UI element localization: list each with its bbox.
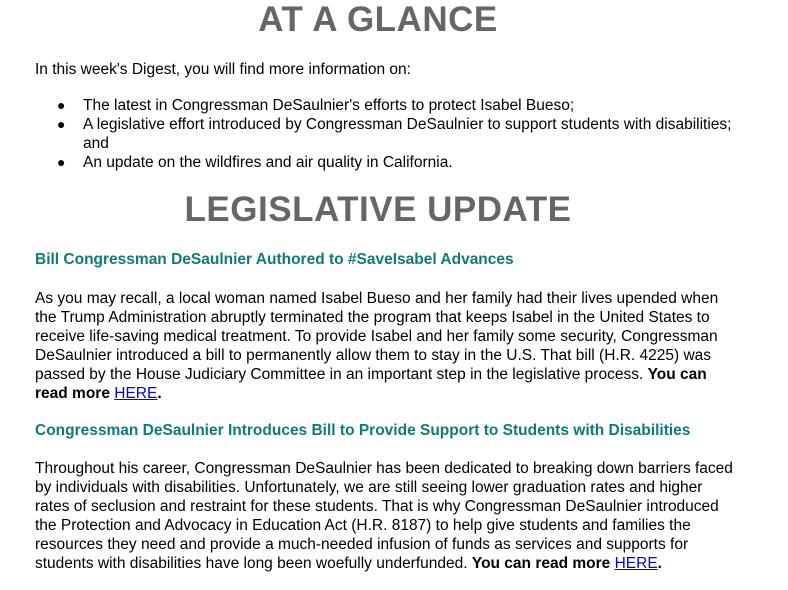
bullet-icon: ● <box>57 154 66 170</box>
read-more-link[interactable]: HERE <box>614 555 658 572</box>
article-body-disabilities: Throughout his career, Congressman DeSaulnier has been dedicated to breaking down barriers faced by individuals with disabilities. Unfortunately, we are still seeing lower graduation rates and higher rates of seclusion and restraint for these students. That is why Congressman DeSaulnier introduced the Protection and Advocacy in Education Act (H.R. 8187) to help give students and families the resources they need and provide a much-needed infusion of funds as services and supports for students with disabilities have long been woefully underfunded. You can read more HERE. <box>35 460 733 572</box>
legislative-update-heading: LEGISLATIVE UPDATE <box>184 190 572 229</box>
glance-bullet-list <box>35 96 735 172</box>
read-more-link[interactable]: HERE <box>114 385 158 402</box>
list-item: ● A legislative effort introduced by Congressman DeSaulnier to support students with disabilities; and <box>57 116 732 152</box>
read-more-label: You can read more <box>471 555 611 572</box>
article-title-saveisabel: Bill Congressman DeSaulnier Authored to #SaveIsabel Advances <box>35 251 514 268</box>
at-a-glance-heading: AT A GLANCE <box>258 0 498 39</box>
bullet-icon: ● <box>57 97 66 113</box>
article-title-disabilities: Congressman DeSaulnier Introduces Bill to Provide Support to Students with Disabilities <box>35 422 691 439</box>
intro-text: In this week's Digest, you will find more information on: <box>35 61 411 78</box>
read-more-label: You can read more <box>35 366 707 402</box>
list-item: ● An update on the wildfires and air quality in California. <box>57 154 453 171</box>
list-item: ● The latest in Congressman DeSaulnier's efforts to protect Isabel Bueso; <box>57 97 575 114</box>
bullet-icon: ● <box>57 116 66 132</box>
article-body-saveisabel: As you may recall, a local woman named Isabel Bueso and her family had their lives upended when the Trump Administration abruptly terminated the program that keeps Isabel in the United States to receive life-saving medical treatment. To provide Isabel and her family some security, Congressman DeSaulnier introduced a bill to permanently allow them to stay in the U.S. That bill (H.R. 4225) was passed by the House Judiciary Committee in an important step in the legislative process. You can read more HERE. <box>35 290 719 402</box>
